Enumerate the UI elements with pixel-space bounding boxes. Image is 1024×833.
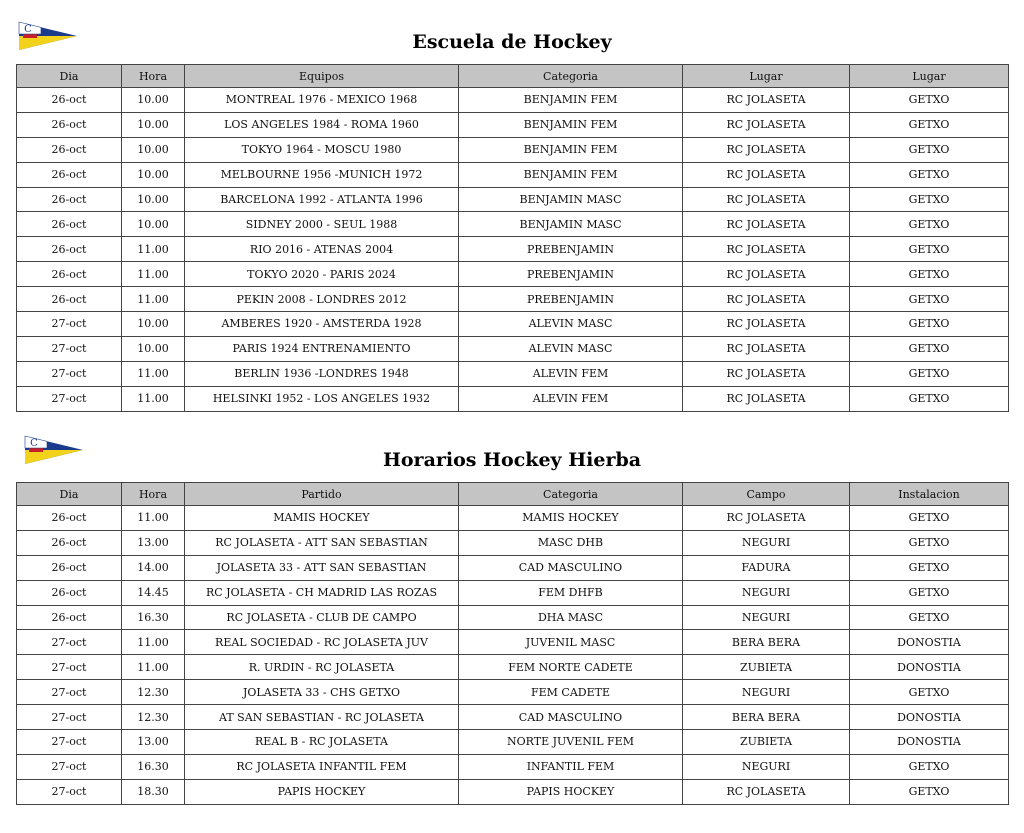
cell-venue: GETXO <box>850 287 1009 312</box>
cell-categoria: BENJAMIN MASC <box>459 212 683 237</box>
cell-venue: DONOSTIA <box>850 630 1009 655</box>
col-header-categoria: Categoria <box>459 65 683 88</box>
cell-dia: 26-oct <box>17 237 122 262</box>
cell-categoria: ALEVIN MASC <box>459 336 683 361</box>
cell-venue: GETXO <box>850 530 1009 555</box>
cell-place: RC JOLASETA <box>683 187 850 212</box>
cell-venue: DONOSTIA <box>850 655 1009 680</box>
cell-dia: 26-oct <box>17 112 122 137</box>
cell-teams: BERLIN 1936 -LONDRES 1948 <box>185 361 459 386</box>
cell-teams: BARCELONA 1992 - ATLANTA 1996 <box>185 187 459 212</box>
table-row <box>17 506 1009 531</box>
table-row <box>17 137 1009 162</box>
table-header-row <box>17 65 1009 88</box>
table-row <box>17 705 1009 730</box>
cell-categoria: FEM DHFB <box>459 580 683 605</box>
cell-hora: 13.00 <box>122 530 185 555</box>
cell-categoria: ALEVIN FEM <box>459 386 683 411</box>
cell-dia: 26-oct <box>17 137 122 162</box>
cell-place: RC JOLASETA <box>683 386 850 411</box>
cell-hora: 10.00 <box>122 137 185 162</box>
table-body <box>17 506 1009 805</box>
cell-teams: SIDNEY 2000 - SEUL 1988 <box>185 212 459 237</box>
cell-hora: 10.00 <box>122 212 185 237</box>
cell-teams: RC JOLASETA - ATT SAN SEBASTIAN <box>185 530 459 555</box>
cell-categoria: BENJAMIN FEM <box>459 162 683 187</box>
cell-hora: 11.00 <box>122 361 185 386</box>
section1-title: Escuela de Hockey <box>412 31 612 53</box>
cell-teams: JOLASETA 33 - ATT SAN SEBASTIAN <box>185 555 459 580</box>
cell-teams: TOKYO 1964 - MOSCU 1980 <box>185 137 459 162</box>
cell-teams: AT SAN SEBASTIAN - RC JOLASETA <box>185 705 459 730</box>
cell-teams: RIO 2016 - ATENAS 2004 <box>185 237 459 262</box>
col-header-lugar: Lugar <box>683 65 850 88</box>
cell-venue: GETXO <box>850 361 1009 386</box>
cell-dia: 26-oct <box>17 506 122 531</box>
cell-teams: PARIS 1924 ENTRENAMIENTO <box>185 336 459 361</box>
cell-venue: GETXO <box>850 162 1009 187</box>
cell-place: RC JOLASETA <box>683 162 850 187</box>
table-row <box>17 680 1009 705</box>
cell-categoria: PAPIS HOCKEY <box>459 779 683 804</box>
table-row <box>17 580 1009 605</box>
cell-dia: 26-oct <box>17 88 122 113</box>
cell-venue: GETXO <box>850 312 1009 337</box>
cell-dia: 27-oct <box>17 386 122 411</box>
cell-dia: 26-oct <box>17 580 122 605</box>
cell-categoria: BENJAMIN FEM <box>459 137 683 162</box>
cell-place: ZUBIETA <box>683 655 850 680</box>
cell-teams: AMBERES 1920 - AMSTERDA 1928 <box>185 312 459 337</box>
cell-teams: PAPIS HOCKEY <box>185 779 459 804</box>
cell-categoria: MAMIS HOCKEY <box>459 506 683 531</box>
cell-teams: RC JOLASETA INFANTIL FEM <box>185 754 459 779</box>
school-schedule-table <box>16 64 1009 412</box>
cell-venue: GETXO <box>850 680 1009 705</box>
cell-dia: 27-oct <box>17 705 122 730</box>
cell-dia: 26-oct <box>17 162 122 187</box>
cell-place: NEGURI <box>683 580 850 605</box>
cell-teams: TOKYO 2020 - PARIS 2024 <box>185 262 459 287</box>
cell-hora: 10.00 <box>122 88 185 113</box>
cell-venue: GETXO <box>850 262 1009 287</box>
cell-place: ZUBIETA <box>683 730 850 755</box>
cell-hora: 16.30 <box>122 605 185 630</box>
table-row <box>17 605 1009 630</box>
col-header-campo: Campo <box>683 483 850 506</box>
cell-categoria: INFANTIL FEM <box>459 754 683 779</box>
cell-place: RC JOLASETA <box>683 88 850 113</box>
cell-dia: 27-oct <box>17 312 122 337</box>
cell-venue: GETXO <box>850 187 1009 212</box>
cell-categoria: CAD MASCULINO <box>459 705 683 730</box>
cell-hora: 11.00 <box>122 655 185 680</box>
cell-venue: GETXO <box>850 506 1009 531</box>
cell-dia: 26-oct <box>17 605 122 630</box>
cell-dia: 26-oct <box>17 187 122 212</box>
cell-categoria: PREBENJAMIN <box>459 262 683 287</box>
table-row <box>17 754 1009 779</box>
cell-categoria: JUVENIL MASC <box>459 630 683 655</box>
cell-teams: RC JOLASETA - CH MADRID LAS ROZAS <box>185 580 459 605</box>
cell-venue: GETXO <box>850 605 1009 630</box>
cell-place: BERA BERA <box>683 630 850 655</box>
cell-categoria: BENJAMIN MASC <box>459 187 683 212</box>
cell-hora: 10.00 <box>122 336 185 361</box>
cell-dia: 26-oct <box>17 555 122 580</box>
cell-venue: DONOSTIA <box>850 730 1009 755</box>
cell-dia: 26-oct <box>17 262 122 287</box>
col-header-hora: Hora <box>122 65 185 88</box>
cell-hora: 12.30 <box>122 680 185 705</box>
table-row <box>17 312 1009 337</box>
table-row <box>17 336 1009 361</box>
cell-place: NEGURI <box>683 754 850 779</box>
cell-teams: HELSINKI 1952 - LOS ANGELES 1932 <box>185 386 459 411</box>
cell-hora: 11.00 <box>122 386 185 411</box>
table-row <box>17 730 1009 755</box>
cell-place: RC JOLASETA <box>683 506 850 531</box>
col-header-equipos: Equipos <box>185 65 459 88</box>
cell-teams: PEKIN 2008 - LONDRES 2012 <box>185 287 459 312</box>
cell-venue: GETXO <box>850 88 1009 113</box>
table-body <box>17 88 1009 412</box>
cell-categoria: NORTE JUVENIL FEM <box>459 730 683 755</box>
cell-place: RC JOLASETA <box>683 779 850 804</box>
cell-dia: 27-oct <box>17 361 122 386</box>
cell-dia: 27-oct <box>17 630 122 655</box>
cell-dia: 27-oct <box>17 680 122 705</box>
cell-venue: GETXO <box>850 212 1009 237</box>
cell-place: RC JOLASETA <box>683 237 850 262</box>
cell-venue: GETXO <box>850 779 1009 804</box>
cell-place: RC JOLASETA <box>683 262 850 287</box>
col-header-partido: Partido <box>185 483 459 506</box>
cell-teams: R. URDIN - RC JOLASETA <box>185 655 459 680</box>
table-row <box>17 287 1009 312</box>
cell-hora: 18.30 <box>122 779 185 804</box>
cell-hora: 11.00 <box>122 262 185 287</box>
cell-dia: 26-oct <box>17 287 122 312</box>
cell-venue: GETXO <box>850 386 1009 411</box>
table-row <box>17 655 1009 680</box>
table-row <box>17 779 1009 804</box>
table-row <box>17 187 1009 212</box>
table-row <box>17 237 1009 262</box>
cell-place: RC JOLASETA <box>683 112 850 137</box>
cell-venue: GETXO <box>850 336 1009 361</box>
cell-place: NEGURI <box>683 605 850 630</box>
cell-dia: 27-oct <box>17 336 122 361</box>
table-row <box>17 112 1009 137</box>
cell-dia: 27-oct <box>17 779 122 804</box>
cell-place: NEGURI <box>683 530 850 555</box>
cell-dia: 27-oct <box>17 655 122 680</box>
cell-venue: GETXO <box>850 137 1009 162</box>
cell-categoria: BENJAMIN FEM <box>459 88 683 113</box>
col-header-dia: Dia <box>17 483 122 506</box>
cell-venue: GETXO <box>850 237 1009 262</box>
cell-categoria: DHA MASC <box>459 605 683 630</box>
cell-categoria: PREBENJAMIN <box>459 237 683 262</box>
cell-categoria: ALEVIN MASC <box>459 312 683 337</box>
logo-letter: C <box>30 438 38 449</box>
table-row <box>17 262 1009 287</box>
cell-hora: 14.45 <box>122 580 185 605</box>
cell-place: RC JOLASETA <box>683 312 850 337</box>
table-row <box>17 212 1009 237</box>
table-row <box>17 555 1009 580</box>
col-header-lugar-2: Lugar <box>850 65 1009 88</box>
logo-letter: C <box>24 24 32 35</box>
table-row <box>17 530 1009 555</box>
cell-hora: 14.00 <box>122 555 185 580</box>
cell-teams: JOLASETA 33 - CHS GETXO <box>185 680 459 705</box>
cell-hora: 11.00 <box>122 630 185 655</box>
cell-place: RC JOLASETA <box>683 336 850 361</box>
table-header-row <box>17 483 1009 506</box>
cell-place: RC JOLASETA <box>683 212 850 237</box>
cell-teams: MAMIS HOCKEY <box>185 506 459 531</box>
col-header-dia: Dia <box>17 65 122 88</box>
cell-venue: GETXO <box>850 112 1009 137</box>
cell-venue: GETXO <box>850 580 1009 605</box>
table-row <box>17 361 1009 386</box>
cell-place: NEGURI <box>683 680 850 705</box>
cell-hora: 11.00 <box>122 506 185 531</box>
cell-hora: 11.00 <box>122 237 185 262</box>
cell-teams: RC JOLASETA - CLUB DE CAMPO <box>185 605 459 630</box>
cell-dia: 26-oct <box>17 212 122 237</box>
table-row <box>17 88 1009 113</box>
cell-hora: 10.00 <box>122 312 185 337</box>
cell-place: BERA BERA <box>683 705 850 730</box>
cell-categoria: FEM NORTE CADETE <box>459 655 683 680</box>
cell-teams: REAL SOCIEDAD - RC JOLASETA JUV <box>185 630 459 655</box>
cell-teams: MELBOURNE 1956 -MUNICH 1972 <box>185 162 459 187</box>
cell-hora: 10.00 <box>122 187 185 212</box>
col-header-categoria: Categoria <box>459 483 683 506</box>
table-row <box>17 386 1009 411</box>
cell-venue: GETXO <box>850 754 1009 779</box>
cell-hora: 10.00 <box>122 112 185 137</box>
cell-teams: REAL B - RC JOLASETA <box>185 730 459 755</box>
col-header-instalacion: Instalacion <box>850 483 1009 506</box>
cell-teams: MONTREAL 1976 - MEXICO 1968 <box>185 88 459 113</box>
section2-title: Horarios Hockey Hierba <box>382 449 642 471</box>
cell-hora: 10.00 <box>122 162 185 187</box>
field-hockey-schedule-table <box>16 482 1009 805</box>
cell-place: RC JOLASETA <box>683 361 850 386</box>
cell-categoria: ALEVIN FEM <box>459 361 683 386</box>
cell-venue: GETXO <box>850 555 1009 580</box>
cell-hora: 12.30 <box>122 705 185 730</box>
col-header-hora: Hora <box>122 483 185 506</box>
cell-hora: 11.00 <box>122 287 185 312</box>
cell-dia: 26-oct <box>17 530 122 555</box>
cell-categoria: CAD MASCULINO <box>459 555 683 580</box>
cell-hora: 13.00 <box>122 730 185 755</box>
cell-categoria: PREBENJAMIN <box>459 287 683 312</box>
cell-place: FADURA <box>683 555 850 580</box>
cell-dia: 27-oct <box>17 754 122 779</box>
cell-categoria: FEM CADETE <box>459 680 683 705</box>
cell-categoria: MASC DHB <box>459 530 683 555</box>
cell-place: RC JOLASETA <box>683 287 850 312</box>
cell-teams: LOS ANGELES 1984 - ROMA 1960 <box>185 112 459 137</box>
table-row <box>17 630 1009 655</box>
cell-dia: 27-oct <box>17 730 122 755</box>
table-row <box>17 162 1009 187</box>
cell-venue: DONOSTIA <box>850 705 1009 730</box>
cell-categoria: BENJAMIN FEM <box>459 112 683 137</box>
cell-hora: 16.30 <box>122 754 185 779</box>
cell-place: RC JOLASETA <box>683 137 850 162</box>
